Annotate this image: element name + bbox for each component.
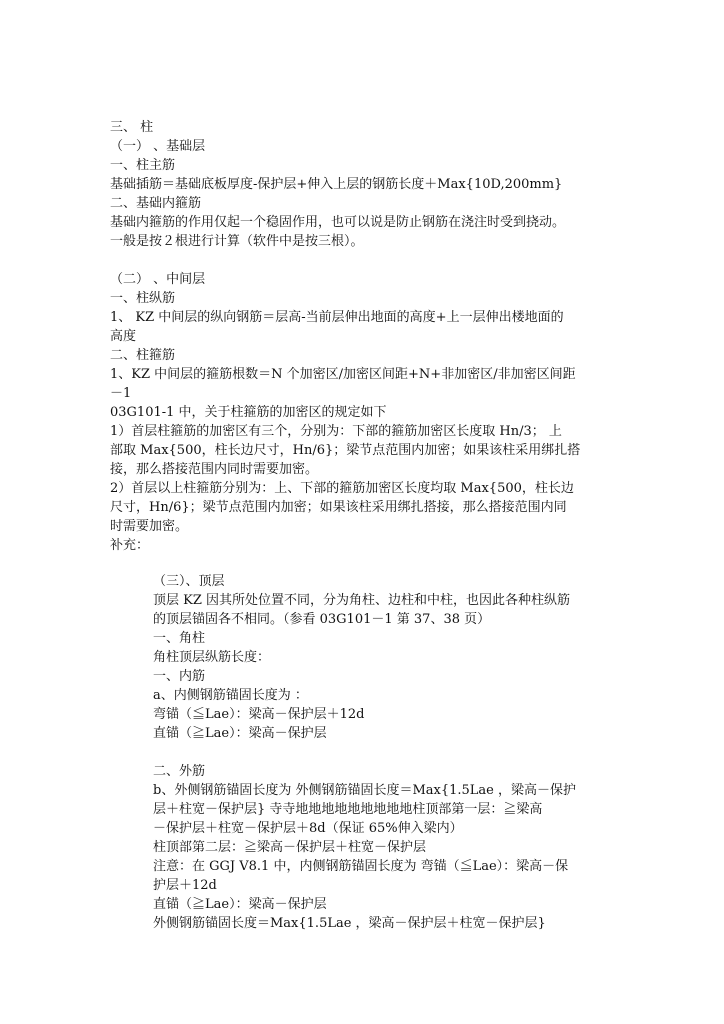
text-line: 03G101-1 中，关于柱箍筋的加密区的规定如下 (110, 405, 387, 420)
text-line: 2）首层以上柱箍筋分别为：上、下部的箍筋加密区长度均取 Max{500，柱长边 (110, 481, 574, 496)
text-line: －保护层＋柱宽－保护层＋8d（保证 65%伸入梁内） (153, 821, 463, 836)
text-line: 时需要加密。 (110, 519, 189, 534)
spacer (153, 743, 623, 762)
text-line: 角柱顶层纵筋长度： (153, 650, 271, 665)
section-top-layer (153, 572, 623, 933)
heading-middle-layer: （二） 、中间层 (110, 272, 206, 287)
text-line: －1 (110, 386, 132, 401)
text-line: 基础插筋＝基础底板厚度-保护层+伸入上层的钢筋长度＋Max{10D,200mm} (110, 177, 563, 192)
text-line: a、内侧钢筋锚固长度为 ： (153, 688, 308, 703)
text-line: 1、KZ 中间层的箍筋根数＝N 个加密区/加密区间距+N+非加密区/非加密区间距 (110, 367, 576, 382)
text-line: 柱顶部第二层：≧梁高－保护层＋柱宽－保护层 (153, 840, 427, 855)
text-line: 尺寸，Hn/6}；梁节点范围内加密；如果该柱采用绑扎搭接，那么搭接范围内同 (110, 500, 567, 515)
text-line: 一、角柱 (153, 631, 206, 646)
text-line: 基础内箍筋的作用仅起一个稳固作用，也可以说是防止钢筋在浇注时受到挠动。 (110, 215, 566, 230)
text-line: 护层＋12d (153, 878, 217, 893)
text-line: 弯锚（≦Lae）：梁高－保护层＋12d (153, 707, 365, 722)
text-line: 一、内筋 (153, 669, 206, 684)
text-line: 顶层 KZ 因其所处位置不同，分为角柱、边柱和中柱，也因此各种柱纵筋 (153, 593, 571, 608)
text-line: 二、基础内箍筋 (110, 196, 202, 211)
text-line: 1）首层柱箍筋的加密区有三个，分别为：下部的箍筋加密区长度取 Hn/3； 上 (110, 424, 562, 439)
text-line: 一、柱主筋 (110, 158, 176, 173)
text-line: b、外侧钢筋锚固长度为 外侧钢筋锚固长度＝Max{1.5Lae ，梁高－保护 (153, 783, 577, 798)
text-line: 直锚（≧Lae）：梁高－保护层 (153, 726, 327, 741)
text-line: 层＋柱宽－保护层} 寺寺地地地地地地地地地柱顶部第一层：≧梁高 (153, 802, 543, 817)
text-line: 直锚（≧Lae）：梁高－保护层 (153, 897, 327, 912)
text-line: 一、柱纵筋 (110, 291, 176, 306)
section-column-foundation (110, 118, 630, 555)
text-line: 注意：在 GGJ V8.1 中，内侧钢筋锚固长度为 弯锚（≦Lae）：梁高－保 (153, 859, 569, 874)
text-line: 一般是按２根进行计算（软件中是按三根）。 (110, 234, 364, 249)
heading-column: 三、 柱 (110, 120, 154, 135)
text-line: 部取 Max{500，柱长边尺寸，Hn/6}；梁节点范围内加密；如果该柱采用绑扎搭 (110, 443, 581, 458)
text-line: 外侧钢筋锚固长度＝Max{1.5Lae ，梁高－保护层＋柱宽－保护层} (153, 916, 546, 931)
heading-outer-bars: 二、外筋 (153, 764, 206, 779)
text-line: 二、柱箍筋 (110, 348, 176, 363)
heading-top-layer: （三）、顶层 (153, 574, 225, 589)
spacer (110, 251, 630, 270)
text-line: 高度 (110, 329, 137, 344)
text-line-supplement: 补充： (110, 538, 150, 553)
text-line: 1、 KZ 中间层的纵向钢筋＝层高-当前层伸出地面的高度+上一层伸出楼地面的 (110, 310, 564, 325)
heading-foundation-layer: （一） 、基础层 (110, 139, 206, 154)
text-line: 接，那么搭接范围内同时需要加密。 (110, 462, 319, 477)
text-line: 的顶层锚固各不相同。（参看 03G101－1 第 37、38 页） (153, 612, 491, 627)
